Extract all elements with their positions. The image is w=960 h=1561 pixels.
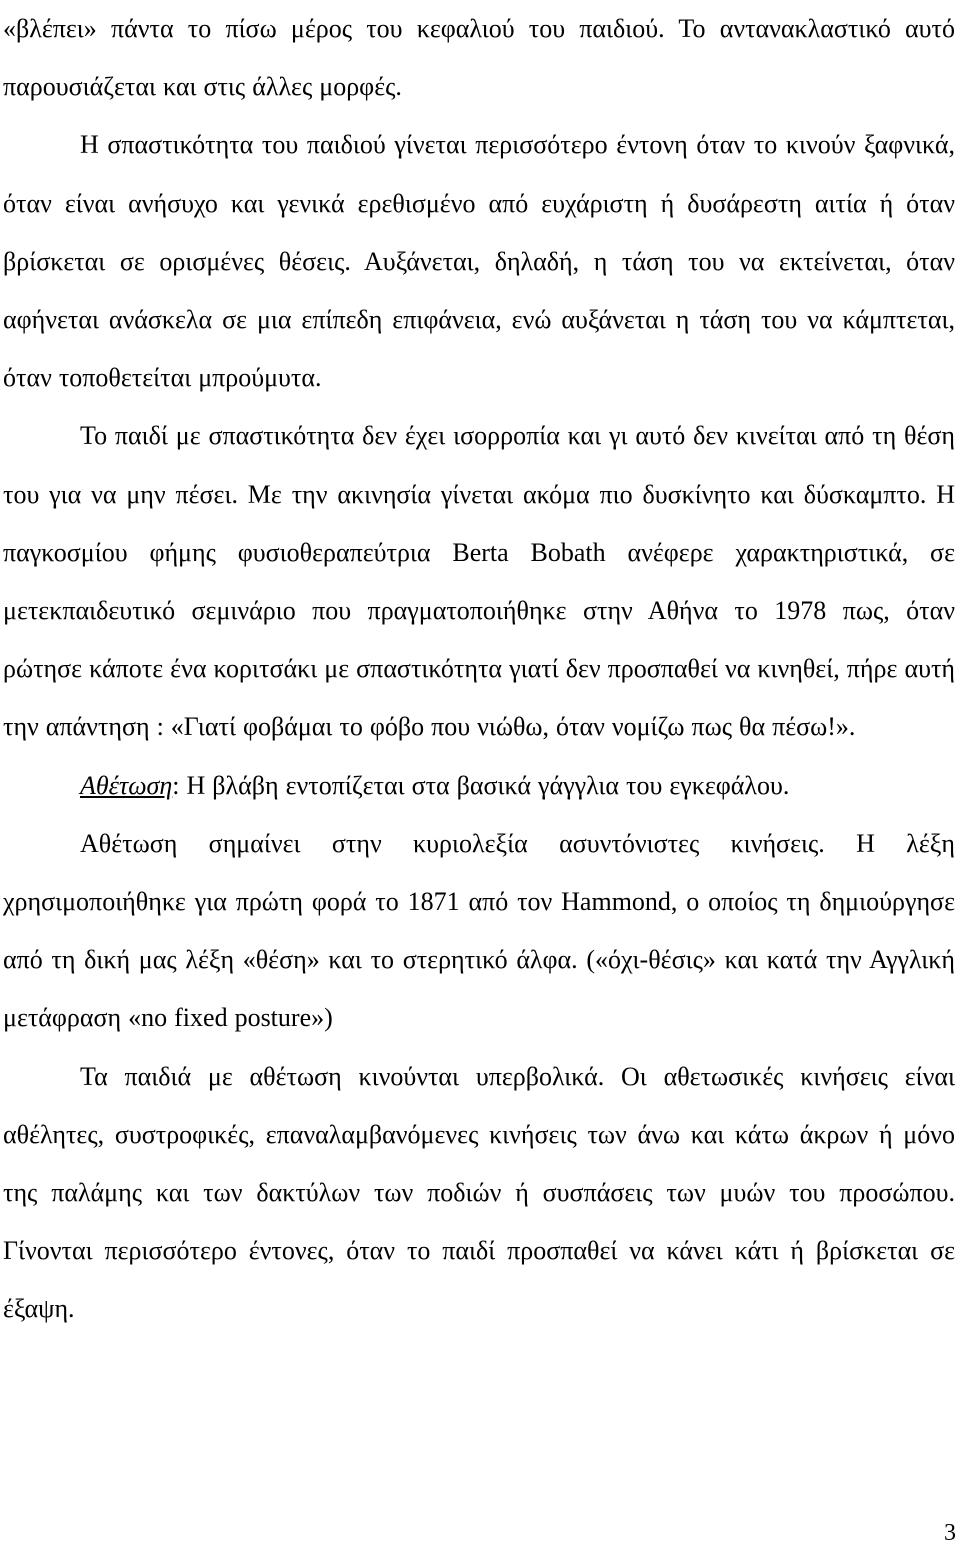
paragraph-spasticity-balance: Το παιδί με σπαστικότητα δεν έχει ισορροπία και γι αυτό δεν κινείται από τη θέση του για να μην πέσει. Με την ακινησία γίνεται ακόμα πιο δυσκίνητο και δύσκαμπτο. Η παγκοσμίου φήμης φυσιοθεραπεύτρια Berta Bobath ανέφερε χαρακτηριστικά, σε μετεκπαιδευτικό σεμινάριο που πραγματοποιήθηκε στην Αθήνα το 1978 πως, όταν ρώτησε κάποτε ένα κοριτσάκι με σπαστικότητα γιατί δεν προσπαθεί να κινηθεί, πήρε αυτή την απάντηση : «Γιατί φοβάμαι το φόβο που νιώθω, όταν νομίζω πως θα πέσω!». [3,421,955,742]
page-number: 3 [944,1520,956,1546]
document-body [3,0,955,1339]
paragraph-reflex-continuation: «βλέπει» πάντα το πίσω μέρος του κεφαλιού του παιδιού. Το αντανακλαστικό αυτό παρουσιάζεται και στις άλλες μορφές. [3,14,955,102]
paragraph-athetosis-etymology: Αθέτωση σημαίνει στην κυριολεξία ασυντόνιστες κινήσεις. Η λέξη χρησιμοποιήθηκε για πρώτη φορά το 1871 από τον Hammond, ο οποίος τη δημιούργησε από τη δική μας λέξη «θέση» και το στερητικό άλφα. («όχι-θέσις» και κατά την Αγγλική μετάφραση «no fixed posture») [3,828,955,1033]
paragraph-spasticity-intensity: Η σπαστικότητα του παιδιού γίνεται περισσότερο έντονη όταν το κινούν ξαφνικά, όταν είναι ανήσυχο και γενικά ερεθισμένο από ευχάριστη ή δυσάρεστη αιτία ή όταν βρίσκεται σε ορισμένες θέσεις. Αυξάνεται, δηλαδή, η τάση του να εκτείνεται, όταν αφήνεται ανάσκελα σε μια επίπεδη επιφάνεια, ενώ αυξάνεται η τάση του να κάμπτεται, όταν τοποθετείται μπρούμυτα. [3,130,955,393]
paragraph-athetosis-movements: Τα παιδιά με αθέτωση κινούνται υπερβολικά. Οι αθετωσικές κινήσεις είναι αθέλητες, συστροφικές, επαναλαμβανόμενες κινήσεις των άνω και κάτω άκρων ή μόνο της παλάμης και των δακτύλων των ποδιών ή συσπάσεις των μυών του προσώπου. Γίνονται περισσότερο έντονες, όταν το παιδί προσπαθεί να κάνει κάτι ή βρίσκεται σε έξαψη. [3,1061,955,1324]
athetosis-definition-text: : Η βλάβη εντοπίζεται στα βασικά γάγγλια του εγκεφάλου. [172,770,790,800]
athetosis-term: Αθέτωση [80,770,173,800]
paragraph-athetosis-definition [3,757,955,815]
